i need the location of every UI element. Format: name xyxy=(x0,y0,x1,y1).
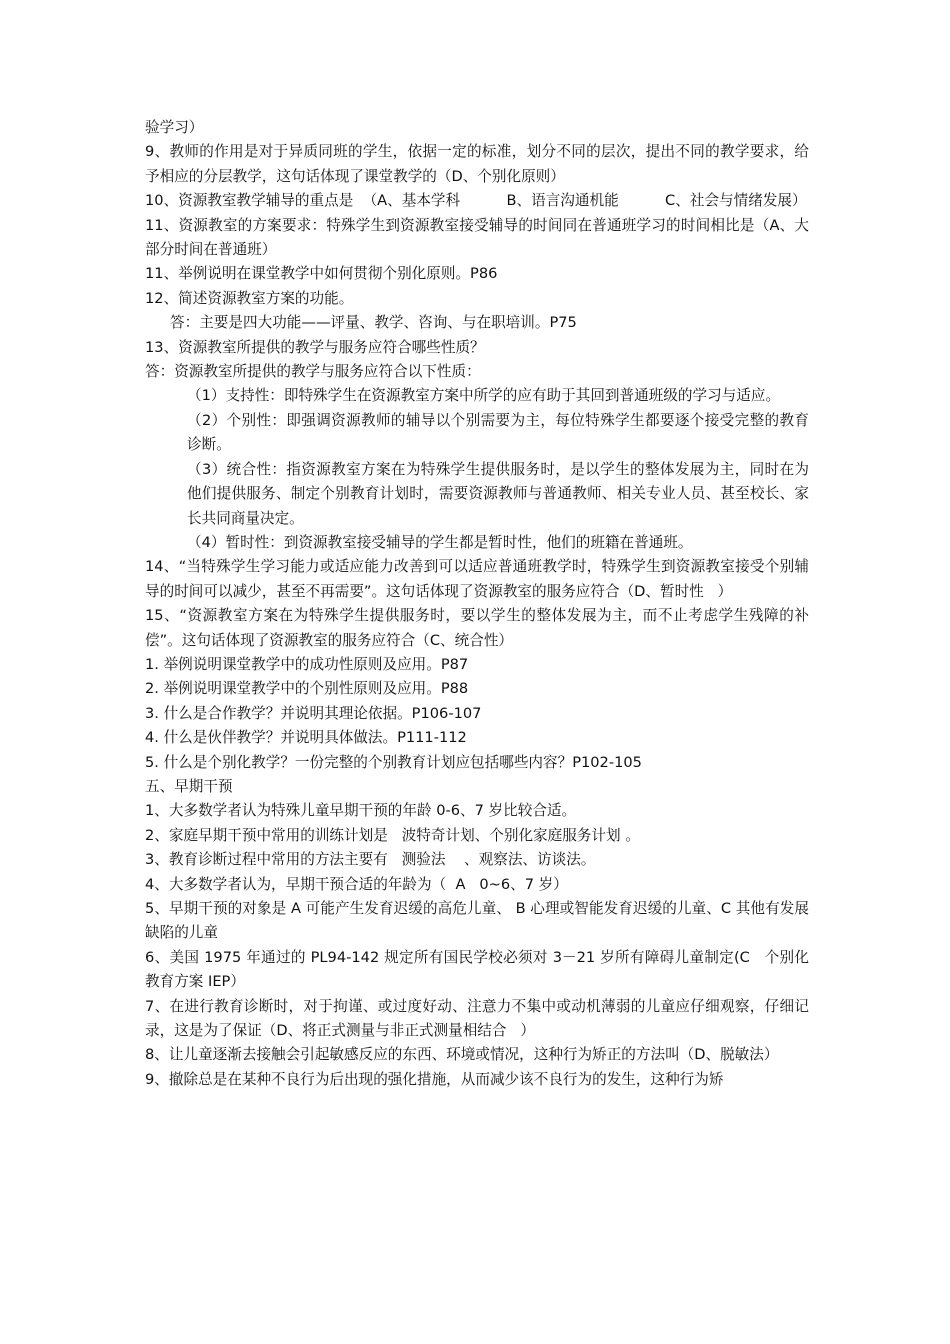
text-line: 12、简述资源教室方案的功能。 xyxy=(145,289,354,307)
text-line: 4、大多数学者认为，早期干预合适的年龄为（ A 0~6、7 岁） xyxy=(145,875,568,893)
text-line: （3）统合性：指资源教室方案在为特殊学生提供服务时，是以学生的整体发展为主，同时在为他们提供服务、制定个别教育计划时，需要资源教师与普通教师、相关专业人员、甚至校长、家长共同商量决定。 xyxy=(187,460,809,527)
text-line: 9、教师的作用是对于异质同班的学生，依据一定的标准，划分不同的层次，提出不同的教学要求，给予相应的分层教学，这句话体现了课堂教学的（D、个别化原则） xyxy=(145,143,809,185)
text-line: 2. 举例说明课堂教学中的个别性原则及应用。P88 xyxy=(145,680,469,698)
text-line: （1）支持性：即特殊学生在资源教室方案中所学的应有助于其回到普通班级的学习与适应。 xyxy=(187,387,781,405)
text-line: 11、举例说明在课堂教学中如何贯彻个别化原则。P86 xyxy=(145,265,498,283)
document-body xyxy=(145,116,809,1092)
text-line: 五、早期干预 xyxy=(145,777,233,795)
text-line: 2、家庭早期干预中常用的训练计划是 波特奇计划、个别化家庭服务计划 。 xyxy=(145,826,640,844)
text-line: 13、资源教室所提供的教学与服务应符合哪些性质？ xyxy=(145,338,485,356)
text-line: 7、在进行教育诊断时，对于拘谨、或过度好动、注意力不集中或动机薄弱的儿童应仔细观察，仔细记录，这是为了保证（D、将正式测量与非正式测量相结合 ） xyxy=(145,997,809,1040)
text-line: 15、“资源教室方案在为特殊学生提供服务时，要以学生的整体发展为主，而不止考虑学生残障的补偿”。这句话体现了资源教室的服务应符合（C、统合性） xyxy=(145,607,809,649)
text-line: 1、大多数学者认为特殊儿童早期干预的年龄 0-6、7 岁比较合适。 xyxy=(145,802,577,820)
text-line: 答：主要是四大功能——评量、教学、咨询、与在职培训。P75 xyxy=(170,314,577,332)
text-line: （2）个别性：即强调资源教师的辅导以个别需要为主，每位特殊学生都要逐个接受完整的教育诊断。 xyxy=(187,411,809,454)
text-line: 14、“当特殊学生学习能力或适应能力改善到可以适应普通班教学时，特殊学生到资源教室接受个别辅导的时间可以减少，甚至不再需要”。这句话体现了资源教室的服务应符合（D、暂时性 ） xyxy=(145,558,809,600)
text-line: 答：资源教室所提供的教学与服务应符合以下性质： xyxy=(145,363,481,381)
text-line: 5. 什么是个别化教学？一份完整的个别教育计划应包括哪些内容？P102-105 xyxy=(145,753,642,771)
text-line: 6、美国 1975 年通过的 PL94-142 规定所有国民学校必须对 3－21 岁所有障碍儿童制定(C 个别化教育方案 IEP） xyxy=(145,948,809,991)
text-line: 5、早期干预的对象是 A 可能产生发育迟缓的高危儿童、 B 心理或智能发育迟缓的儿童、C 其他有发展缺陷的儿童 xyxy=(145,900,809,942)
text-line: （4）暂时性：到资源教室接受辅导的学生都是暂时性，他们的班籍在普通班。 xyxy=(187,533,693,551)
text-line: 10、资源教室教学辅导的重点是 （A、基本学科 B、语言沟通机能 C、社会与情绪发展） xyxy=(145,192,807,210)
text-line: 3、教育诊断过程中常用的方法主要有 测验法 、观察法、访谈法。 xyxy=(145,851,596,869)
text-line: 4. 什么是伙伴教学？并说明具体做法。P111-112 xyxy=(145,729,467,747)
text-line: 3. 什么是合作教学？并说明其理论依据。P106-107 xyxy=(145,704,482,722)
text-line: 验学习） xyxy=(145,119,204,136)
text-line: 1. 举例说明课堂教学中的成功性原则及应用。P87 xyxy=(145,655,469,673)
text-line: 8、让儿童逐渐去接触会引起敏感反应的东西、环境或情况，这种行为矫正的方法叫（D、脱敏法） xyxy=(145,1046,779,1064)
text-line: 11、资源教室的方案要求：特殊学生到资源教室接受辅导的时间同在普通班学习的时间相比是（A、大部分时间在普通班） xyxy=(145,216,809,259)
text-line: 9、撤除总是在某种不良行为后出现的强化措施，从而减少该不良行为的发生，这种行为矫 xyxy=(145,1070,724,1088)
